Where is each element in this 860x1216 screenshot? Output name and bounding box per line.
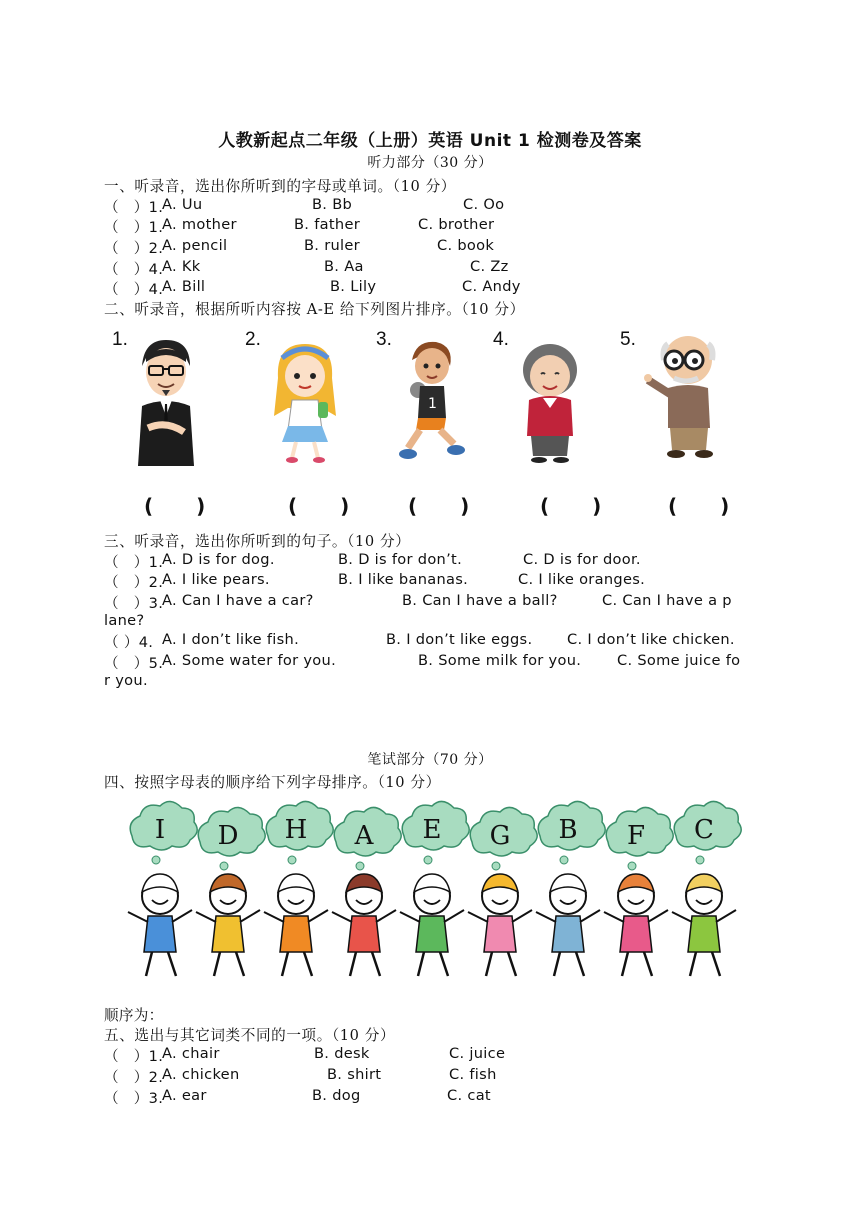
section3-heading: 三、听录音，选出你所听到的句子。（10 分） <box>104 533 411 550</box>
boy-with-ball-picture <box>396 338 466 464</box>
question-number[interactable]: （ ）4. <box>104 281 164 298</box>
option-b: B. father <box>294 216 361 233</box>
option-b: B. Lily <box>330 278 377 295</box>
option-a: A. I like pears. <box>162 571 270 588</box>
man-with-glasses-picture <box>132 336 200 466</box>
question-number[interactable]: （ ）2. <box>104 574 164 591</box>
option-c: C. D is for door. <box>523 551 641 568</box>
option-c: C. brother <box>418 216 495 233</box>
answer-bracket-3[interactable]: ( ) <box>408 494 488 518</box>
option-b: B. dog <box>312 1087 361 1104</box>
answer-bracket-1[interactable]: ( ) <box>144 494 224 518</box>
option-c: C. fish <box>449 1066 497 1083</box>
option-b: B. Bb <box>312 196 353 213</box>
letter-cloud <box>128 801 197 976</box>
cloud-letter: C <box>694 815 714 845</box>
question-number[interactable]: （ ）5. <box>104 655 164 672</box>
writing-header: 笔试部分（70 分） <box>367 752 493 768</box>
cloud-letter: F <box>626 821 646 851</box>
question-number[interactable]: （ ）4. <box>104 634 154 651</box>
cloud-letter: G <box>489 821 511 851</box>
letter-cloud <box>332 807 401 976</box>
question-number[interactable]: （ ）1. <box>104 1048 164 1065</box>
picture-number-3: 3. <box>376 329 392 350</box>
letter-cloud <box>604 807 673 976</box>
option-c: C. juice <box>449 1045 506 1062</box>
letter-cloud <box>264 801 333 976</box>
cloud-letter: I <box>154 815 166 845</box>
option-c-continued: r you. <box>104 672 148 689</box>
option-c: C. Andy <box>462 278 521 295</box>
option-a: A. Kk <box>162 258 201 275</box>
svg-text:1: 1 <box>428 396 437 412</box>
picture-number-5: 5. <box>620 329 636 350</box>
picture-number-4: 4. <box>493 329 509 350</box>
cloud-letter: E <box>422 815 442 845</box>
section2-heading: 二、听录音，根据所听内容按 A-E 给下列图片排序。（10 分） <box>104 301 525 318</box>
option-b: B. I like bananas. <box>338 571 469 588</box>
grandfather-picture <box>644 332 730 462</box>
option-a: A. D is for dog. <box>162 551 275 568</box>
question-number[interactable]: （ ）2. <box>104 1069 164 1086</box>
order-label: 顺序为： <box>104 1007 164 1024</box>
answer-bracket-4[interactable]: ( ) <box>540 494 620 518</box>
option-a: A. ear <box>162 1087 207 1104</box>
option-a: A. mother <box>162 216 237 233</box>
option-a: A. Some water for you. <box>162 652 337 669</box>
letter-clouds-kids-picture <box>108 800 756 992</box>
question-number[interactable]: （ ）1. <box>104 199 164 216</box>
letter-cloud <box>196 807 265 976</box>
question-number[interactable]: （ ）4. <box>104 261 164 278</box>
cloud-letter: A <box>354 821 374 851</box>
option-c: C. book <box>437 237 495 254</box>
option-b: B. Aa <box>324 258 364 275</box>
section1-heading: 一、听录音，选出你所听到的字母或单词。（10 分） <box>104 178 456 195</box>
option-c: C. I like oranges. <box>518 571 646 588</box>
section4-heading: 四、按照字母表的顺序给下列字母排序。（10 分） <box>104 774 441 791</box>
grandmother-picture <box>515 340 585 464</box>
question-number[interactable]: （ ）2. <box>104 240 164 257</box>
question-number[interactable]: （ ）3. <box>104 1090 164 1107</box>
section5-heading: 五、选出与其它词类不同的一项。（10 分） <box>104 1027 396 1044</box>
option-a: A. chicken <box>162 1066 240 1083</box>
question-number[interactable]: （ ）1. <box>104 554 164 571</box>
option-c: C. Oo <box>463 196 505 213</box>
option-c: C. cat <box>447 1087 491 1104</box>
question-number[interactable]: （ ）3. <box>104 595 164 612</box>
option-b: B. Can I have a ball? <box>402 592 558 609</box>
cloud-letter: H <box>284 815 308 845</box>
option-c: C. Zz <box>470 258 509 275</box>
option-a: A. I don’t like fish. <box>162 631 300 648</box>
option-a: A. pencil <box>162 237 228 254</box>
option-b: B. desk <box>314 1045 370 1062</box>
question-number[interactable]: （ ）1. <box>104 219 164 236</box>
answer-bracket-2[interactable]: ( ) <box>288 494 368 518</box>
option-b: B. D is for don’t. <box>338 551 463 568</box>
page-title: 人教新起点二年级（上册）英语 Unit 1 检测卷及答案 <box>218 131 642 151</box>
option-c: C. Some juice fo <box>617 652 741 669</box>
letter-cloud <box>672 801 741 976</box>
letter-cloud <box>400 801 469 976</box>
option-b: B. I don’t like eggs. <box>386 631 533 648</box>
option-a: A. Uu <box>162 196 203 213</box>
picture-number-2: 2. <box>245 329 261 350</box>
listening-header: 听力部分（30 分） <box>367 155 493 171</box>
letter-cloud <box>468 807 537 976</box>
option-a: A. chair <box>162 1045 220 1062</box>
option-c: C. Can I have a p <box>602 592 732 609</box>
option-a: A. Bill <box>162 278 206 295</box>
option-c: C. I don’t like chicken. <box>567 631 735 648</box>
cloud-letter: B <box>558 815 578 845</box>
cloud-letter: D <box>217 821 239 851</box>
option-a: A. Can I have a car? <box>162 592 314 609</box>
option-c-continued: lane? <box>104 612 145 629</box>
answer-bracket-5[interactable]: ( ) <box>668 494 748 518</box>
option-b: B. shirt <box>327 1066 382 1083</box>
option-b: B. ruler <box>304 237 360 254</box>
letter-cloud <box>536 801 605 976</box>
girl-with-headband-picture <box>270 338 340 464</box>
option-b: B. Some milk for you. <box>418 652 582 669</box>
picture-number-1: 1. <box>112 329 128 350</box>
